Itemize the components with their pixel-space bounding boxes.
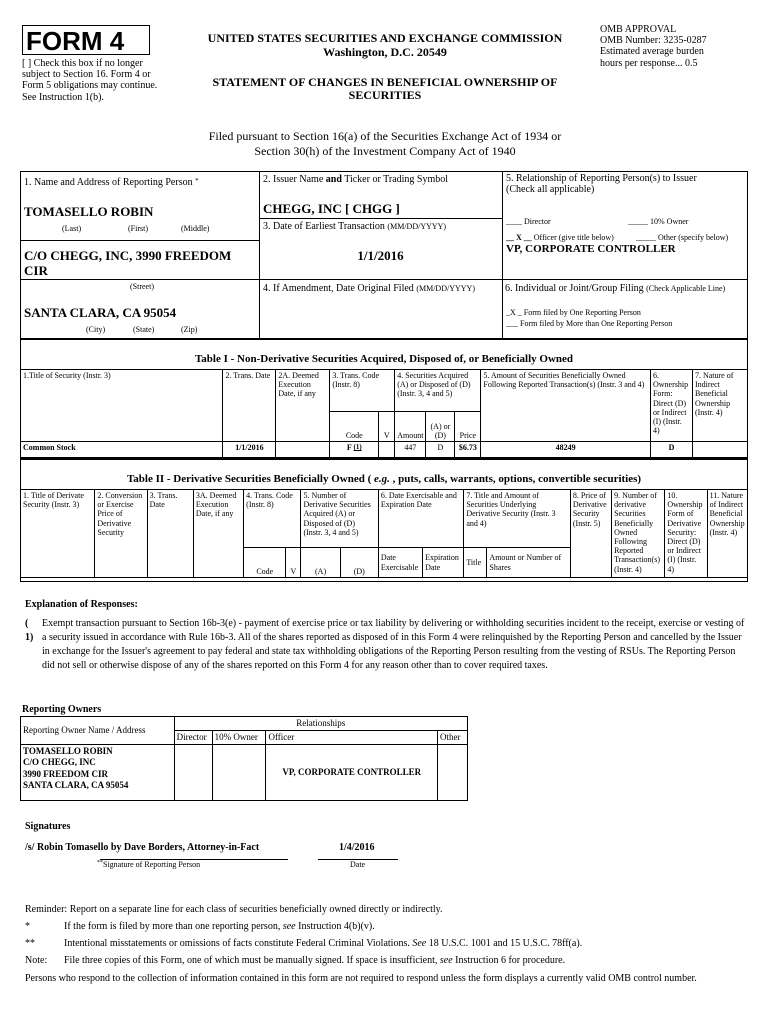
t1-sub-v: V — [379, 412, 395, 442]
owners-relationships: Relationships — [174, 717, 467, 731]
first-label: (First) — [128, 224, 148, 233]
officer-checkmark: __ X __ — [506, 233, 532, 242]
reporting-owners-table — [20, 716, 468, 801]
one-reporting-person-option: _X _ Form filed by One Reporting Person — [506, 308, 641, 317]
zip-label: (Zip) — [181, 325, 198, 334]
t2-sub-d: (D) — [340, 548, 378, 578]
agency-name: UNITED STATES SECURITIES AND EXCHANGE COMMISSION — [207, 31, 563, 45]
t1-code-value: F — [346, 443, 352, 452]
star-text-c: Instruction 4(b)(v). — [295, 921, 375, 932]
ten-percent-owner-option: _____ 10% Owner — [628, 217, 689, 226]
box4-label-small: (MM/DD/YYYY) — [416, 284, 475, 293]
double-star-text — [64, 938, 582, 949]
explanation-heading: Explanation of Responses: — [25, 599, 138, 610]
last-label: (Last) — [62, 224, 82, 233]
signatures-heading: Signatures — [25, 821, 71, 832]
footnote-marker: ( 1) — [25, 618, 34, 643]
t1-h-securities: 4. Securities Acquired (A) or Disposed of (D) (Instr. 3, 4 and 5) — [395, 370, 481, 412]
t2-h-conversion: 2. Conversion or Exercise Price of Derivative Security — [95, 490, 147, 578]
t2-h-title: 1. Title of Derivate Security (Instr. 3) — [21, 490, 95, 578]
box4-label-text: 4. If Amendment, Date Original Filed — [263, 283, 414, 294]
table-row — [21, 745, 468, 801]
t2-h-code: 4. Trans. Code (Instr. 8) — [244, 490, 301, 548]
t1-nature — [692, 442, 747, 458]
box5-label — [506, 173, 746, 195]
owner-ten — [212, 745, 266, 801]
owner-other — [438, 745, 468, 801]
signature-marker: ** — [97, 860, 103, 866]
owners-col-other: Other — [438, 731, 468, 745]
t1-security: Common Stock — [21, 442, 223, 458]
date-label: Date — [350, 860, 366, 869]
reminder-line: Reminder: Report on a separate line for each class of securities beneficially owned directly or indirectly. — [25, 904, 443, 915]
t1-sub-a-or-d: (A) or (D) — [426, 412, 455, 442]
earliest-transaction-date: 1/1/2016 — [357, 248, 404, 263]
t1-amount: 447 — [395, 442, 426, 458]
t2-h-price: 8. Price of Derivative Security (Instr. 5) — [570, 490, 611, 578]
t2-sub-title: Title — [464, 548, 487, 578]
t2-h-number: 5. Number of Derivative Securities Acquired (A) or Disposed of (D) (Instr. 3, 4 and 5) — [301, 490, 378, 548]
middle-label: (Middle) — [181, 224, 210, 233]
star-marker: * — [25, 921, 30, 932]
t2-h-deemed: 3A. Deemed Execution Date, if any — [193, 490, 243, 578]
state-label: (State) — [133, 325, 155, 334]
reporting-owners-heading: Reporting Owners — [22, 704, 102, 715]
box2-label-c: Ticker or Trading Symbol — [341, 174, 449, 185]
box2-label-a: 2. Issuer Name — [263, 174, 326, 185]
t1-sub-code: Code — [330, 412, 379, 442]
t1-sub-amount: Amount — [395, 412, 426, 442]
t1-h-deemed: 2A. Deemed Execution Date, if any — [276, 370, 330, 442]
footnote-link[interactable]: (1) — [353, 443, 362, 451]
box1-label-text: 1. Name and Address of Reporting Person — [24, 177, 193, 188]
officer-title: VP, CORPORATE CONTROLLER — [506, 243, 676, 255]
box2-label-b: and — [325, 174, 342, 185]
table2 — [20, 489, 748, 578]
star-text — [64, 921, 375, 932]
omb-control-notice: Persons who respond to the collection of information contained in this form are not required to respond unless the form displays a currently valid OMB control number. — [25, 973, 697, 984]
owner-name-address — [21, 745, 175, 801]
box3-label-text: 3. Date of Earliest Transaction — [263, 221, 385, 232]
table-row — [21, 442, 748, 458]
t2-h-nature: 11. Nature of Indirect Beneficial Ownership (Instr. 4) — [707, 490, 747, 578]
t2-sub-amount: Amount or Number of Shares — [487, 548, 570, 578]
t1-h-date: 2. Trans. Date — [223, 370, 276, 442]
owners-col-ten: 10% Owner — [212, 731, 266, 745]
reporting-person-name: TOMASELLO ROBIN — [24, 204, 154, 219]
street-address: C/O CHEGG, INC, 3990 FREEDOM CIR — [24, 248, 232, 278]
multiple-reporting-persons-option: ___ Form filed by More than One Reporting Person — [506, 319, 673, 328]
box3-label-small: (MM/DD/YYYY) — [387, 222, 447, 231]
owners-col-name: Reporting Owner Name / Address — [21, 717, 175, 745]
t1-h-code: 3. Trans. Code (Instr. 8) — [330, 370, 395, 412]
city-state-zip: SANTA CLARA, CA 95054 — [24, 305, 177, 320]
t1-form: D — [650, 442, 692, 458]
omb-burden: Estimated average burden — [600, 46, 704, 58]
t2-sub-v: V — [286, 548, 301, 578]
t1-sub-price: Price — [455, 412, 481, 442]
box4-label — [263, 283, 475, 294]
t1-a-or-d: D — [426, 442, 455, 458]
star-text-b: see — [282, 921, 296, 932]
signature-label — [97, 860, 200, 869]
box6-label — [505, 283, 725, 294]
t2-sub-a: (A) — [301, 548, 340, 578]
box5-label-text: 5. Relationship of Reporting Person(s) to Issuer — [506, 173, 697, 184]
box1-label — [24, 177, 199, 188]
other-option: _____ Other (specify below) — [636, 233, 729, 242]
box6-label-small: (Check Applicable Line) — [646, 284, 726, 293]
owner-line: TOMASELLO ROBIN — [23, 746, 113, 756]
owners-col-director: Director — [174, 731, 212, 745]
no-longer-subject-checkbox-text: [ ] Check this box if no longer subject to Section 16. Form 4 or Form 5 obligations may continue. See Instruction 1(b). — [22, 58, 158, 103]
filed-pursuant: Filed pursuant to Section 16(a) of the Securities Exchange Act of 1934 or — [208, 129, 562, 143]
note-text-c: Instruction 6 for procedure. — [452, 955, 566, 966]
box3-label — [263, 221, 446, 232]
filed-pursuant-2: Section 30(h) of the Investment Company Act of 1940 — [254, 144, 516, 158]
owners-col-officer: Officer — [266, 731, 438, 745]
double-star-text-a: Intentional misstatements or omissions of facts constitute Federal Criminal Violations. — [64, 938, 413, 949]
t2-sub-expiration: Expiration Date — [423, 548, 464, 578]
omb-approval: OMB APPROVAL — [600, 24, 677, 35]
agency-location: Washington, D.C. 20549 — [323, 45, 447, 59]
city-label: (City) — [86, 325, 106, 334]
table1-title: Table I - Non-Derivative Securities Acquired, Disposed of, or Beneficially Owned — [194, 353, 574, 365]
t2-h-number-owned: 9. Number of derivative Securities Beneficially Owned Following Reported Transaction(s) (Instr. 4) — [612, 490, 665, 578]
owner-officer: VP, CORPORATE CONTROLLER — [266, 745, 438, 801]
officer-option — [506, 233, 614, 242]
t1-h-amount-owned: 5. Amount of Securities Beneficially Owned Following Reported Transaction(s) (Instr. 3 and 4) — [481, 370, 651, 442]
street-label: (Street) — [130, 282, 154, 291]
note-text-a: File three copies of this Form, one of which must be manually signed. If space is insufficient, — [64, 955, 440, 966]
box5-label-2: (Check all applicable) — [506, 184, 595, 196]
t1-h-title: 1.Title of Security (Instr. 3) — [21, 370, 223, 442]
form-title-box — [22, 25, 150, 55]
box1-footnote: * — [195, 177, 199, 185]
t1-h-nature: 7. Nature of Indirect Beneficial Ownership (Instr. 4) — [692, 370, 747, 442]
note-text-b: see — [439, 955, 453, 966]
box6-label-text: 6. Individual or Joint/Group Filing — [505, 283, 644, 294]
owner-director — [174, 745, 212, 801]
t1-deemed — [276, 442, 330, 458]
t1-code — [330, 442, 379, 458]
star-text-a: If the form is filed by more than one reporting person, — [64, 921, 283, 932]
double-star-text-b: See — [412, 938, 427, 949]
box2-label — [263, 174, 448, 185]
footnote-text: Exempt transaction pursuant to Section 16b-3(e) - payment of exercise price or tax liability by delivering or withholding securities incident to the receipt, exercise or vesting of a security issued in accordance with Rule 16b-3. All of the shares reported as disposed of in this Form 4 were relinquished by the Reporting Person and cancelled by the Issuer in exchange for the Issuer's agreement to pay federal and state tax withholding obligations of the Reporting Person resulting from the vesting of RSUs. The Reporting Person did not sell or otherwise dispose of any of the shares reported on this Form 4 for any reason other than to cover required taxes. — [42, 618, 745, 671]
t2-h-ownership-form: 10. Ownership Form of Derivative Security: Direct (D) or Indirect (I) (Instr. 4) — [665, 490, 707, 578]
owner-line: C/O CHEGG, INC — [23, 757, 96, 768]
t2-sub-date-exercisable: Date Exercisable — [378, 548, 422, 578]
issuer-name: CHEGG, INC [ CHGG ] — [263, 201, 400, 216]
table2-title-a: Table II - Derivative Securities Beneficially Owned ( — [126, 473, 375, 485]
t2-h-underlying: 7. Title and Amount of Securities Underlying Derivative Security (Instr. 3 and 4) — [464, 490, 571, 548]
form-title: FORM 4 — [26, 26, 125, 56]
owner-line: SANTA CLARA, CA 95054 — [23, 779, 129, 790]
t1-date: 1/1/2016 — [223, 442, 276, 458]
officer-option-text: Officer (give title below) — [531, 233, 614, 242]
table2-title-c: , puts, calls, warrants, options, convertible securities) — [389, 473, 642, 485]
double-star-marker: ** — [25, 938, 35, 949]
t1-owned: 48249 — [481, 442, 651, 458]
director-option: ____ Director — [506, 217, 551, 226]
omb-number: OMB Number: 3235-0287 — [600, 35, 707, 47]
t2-h-exercisable: 6. Date Exercisable and Expiration Date — [378, 490, 463, 548]
note-text — [64, 955, 565, 966]
table2-title — [20, 473, 748, 485]
table2-title-b: e.g. — [374, 473, 390, 485]
owner-line: 3990 FREEDOM CIR — [23, 768, 108, 779]
double-star-text-c: 18 U.S.C. 1001 and 15 U.S.C. 78ff(a). — [426, 938, 583, 949]
omb-burden-hours: hours per response... 0.5 — [600, 57, 698, 69]
table1 — [20, 369, 748, 458]
statement-title: STATEMENT OF CHANGES IN BENEFICIAL OWNERSHIP OF SECURITIES — [212, 75, 558, 103]
t2-sub-code: Code — [244, 548, 286, 578]
signature-date: 1/4/2016 — [339, 842, 375, 853]
signer: /s/ Robin Tomasello by Dave Borders, Attorney-in-Fact — [25, 842, 260, 853]
t1-h-ownership-form: 6. Ownership Form: Direct (D) or Indirect (I) (Instr. 4) — [650, 370, 692, 442]
omb-approval-block — [600, 24, 760, 69]
t1-v — [379, 442, 395, 458]
t2-h-date: 3. Trans. Date — [147, 490, 193, 578]
t1-price: $6.73 — [455, 442, 481, 458]
note-marker: Note: — [25, 955, 48, 966]
signature-label-text: Signature of Reporting Person — [103, 860, 201, 869]
